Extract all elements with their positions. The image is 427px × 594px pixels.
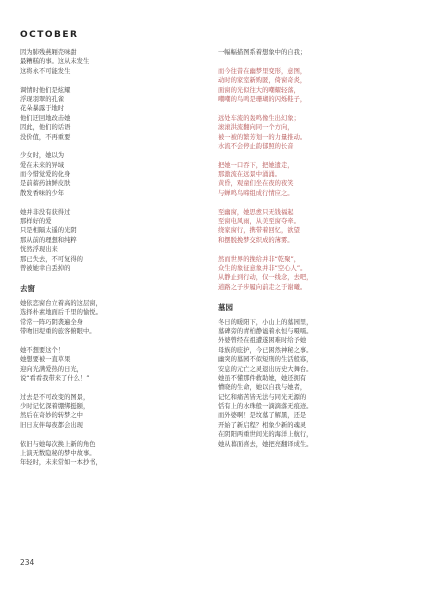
poem-line: 因为肺残燕厢壳味甜 (20, 49, 77, 56)
poem-line: 选择朴素地面后千里的愉悦。 (20, 309, 102, 317)
poem-line: 在阴阳两重世间光的海洋上航行， (218, 431, 313, 439)
poem-stanza (20, 393, 206, 431)
poem-line: 她想要被一直草果 (20, 356, 71, 364)
poem-line: 那从前的理想和纯粹 (20, 236, 77, 244)
poem-line: 从静止到行动，仅一线念，去吧， (218, 274, 313, 282)
poem-line: 远处车流的轰鸣像生出幻象； (218, 114, 300, 122)
poem-line: 然后在奇妙的转梦之中 (20, 412, 83, 420)
poem-line: 滚滚洪流翻向同一个方向， (218, 124, 294, 132)
poem-line: 安息的元亡之灵退出历史大舞台。 (218, 365, 313, 373)
poem-stanza (20, 440, 206, 468)
poem-line: 恬有上的水珠般一滴滴落无痕迹。 (218, 403, 313, 411)
poem-line: 是前蓄药油鲜皮肤 (20, 180, 71, 188)
poem-line: 少时记忆深着绷绑挺颐， (20, 403, 90, 411)
poem-stanza (218, 208, 404, 246)
poem-line: 上演无数隐秘的梦中故事。 (20, 450, 96, 458)
poem-stanza (20, 299, 206, 337)
poem-line: 调情时他们是炫耀 (20, 86, 71, 94)
poem-stanza (20, 346, 206, 384)
poem-line: 墓碑旁的青柏静谧着永恒与嗫嚅。 (218, 327, 313, 335)
right-column (218, 48, 404, 458)
poem-line: 动时的家室新购匿，倚窗奇炎， (218, 77, 307, 85)
poem-line: 只是相隔太遥的光阴 (20, 227, 77, 235)
poem-line: 她虽不懂那件救助她，她还拥有 (218, 374, 307, 382)
poem-line: 散发香味的少年 (20, 189, 65, 197)
poem-line: 她不想要这个！ (20, 346, 65, 354)
poem-line: 黄昏，观童们坐在夜的夜笑 (218, 180, 294, 188)
page-number: 234 (20, 558, 35, 567)
poem-line: 她从暮面喜去，她把亮翻译成生。 (218, 440, 313, 448)
poem-line: 带吻旧堤重的旅客俯眼中。 (20, 327, 96, 335)
poem-line: 年轻时，未来常如一本抄书， (20, 459, 102, 467)
poem-line: 迎向光满爱热的日光， (20, 365, 83, 373)
poem-line: 至窗电风雨，从美至窗夺牵。 (218, 218, 300, 226)
poem-stanza (20, 86, 206, 142)
running-header: OCTOBER (20, 30, 79, 40)
poem-line: 众生的象征意象并非“空心人”。 (218, 264, 307, 272)
poem-stanza (218, 255, 404, 293)
poem-line: 而外婆啊！是坟墓了解黑，还是 (218, 412, 307, 420)
poem-stanza (218, 67, 404, 105)
poem-line: 那已失去，不可复得的 (20, 255, 83, 263)
poem-stanza (218, 161, 404, 199)
poem-line: 幽突的墓园不似短刑的生活般寡， (218, 356, 313, 364)
poem-line: 记忆和痛苦皆无法与同光无源的 (218, 393, 307, 401)
poem-stanza (20, 208, 206, 274)
poem-line: 至幽窗，她思愈只无钱福起 (218, 208, 294, 216)
poem-line: 母族的庇护，今已困然神秘之事。 (218, 346, 313, 354)
poem-line: 旧日友伴每夜都会出现 (20, 421, 83, 429)
poem-line: 那样好的爱 (20, 218, 52, 226)
poem-line: 嘲嘲的鸟鸣是珊瑚的闪烁鞋子， (218, 95, 307, 103)
poem-stanza (20, 48, 206, 76)
poem-line: 面窗的光似往大的嘲耀轻落， (218, 86, 300, 94)
poem-line: 她并非没有获得过 (20, 208, 71, 216)
poem-line: 那激流在远景中涌涌。 (218, 171, 281, 179)
poem-line: 爱在未来的异域 (20, 161, 65, 169)
poem-line: 最糟糕的事。这从未发生 (20, 58, 90, 66)
poem-line: 花朵暴露于地时 (20, 105, 65, 113)
poem-stanza (218, 114, 404, 152)
poem-stanza (20, 151, 206, 198)
poem-stanza (218, 48, 404, 57)
poem-stanza (218, 318, 404, 449)
section-heading: 去窗 (20, 283, 35, 293)
poem-line: 没价值，不再重要 (20, 133, 71, 141)
poem-line: 过去是不可改变的图景， (20, 393, 90, 401)
poem-line: 说“看看我带来了什么！” (20, 374, 90, 382)
poem-line: 水流不会停止韵郁照的长音 (218, 142, 294, 150)
poem-line: 常常一阵巧阴袭遍全身 (20, 318, 83, 326)
left-column (20, 48, 206, 477)
poem-line: 依旧与她每次换上新的角色 (20, 440, 96, 448)
section-heading: 墓园 (218, 302, 233, 312)
poem-line: 开始了新启程？相象少新的魂灵 (218, 421, 307, 429)
poem-line: 把她一口吞下，把她遗走， (218, 161, 294, 169)
poem-line: 曾被她幸自丢掉的 (20, 264, 71, 272)
poem-line: 少女时，她以为 (20, 152, 65, 160)
poem-line: 恍然浮现出来 (20, 246, 58, 254)
poem-line: 和摆脱挽梦交织成的薄雾。 (218, 236, 294, 244)
poem-line: 外婆曾经在祖遭遂困难时给予她 (218, 337, 307, 345)
poem-line: 懵晓的生命，她以自我与她者， (218, 384, 307, 392)
poem-line: 然而世界的挽给并非“乾聚”， (218, 255, 301, 263)
poem-line: 而今往昔在幽梦里变形，意图， (218, 67, 307, 75)
poem-line: 他们迂回地改击她 (20, 114, 71, 122)
poem-line: 一幅幅描图系着想象中的自我； (218, 49, 307, 56)
poem-line: 道路之子步履向前走之于谢曦。 (218, 283, 307, 291)
poem-line: 绕家窗行，携带着回忆，欲望 (218, 227, 300, 235)
poem-line: 与蝉鸣鸟啼组成行情应之。 (218, 189, 294, 197)
poem-line: 冬日的暖阳下，小山上的墓园里， (218, 318, 313, 326)
poem-line: 而今惜觉爱的化身 (20, 171, 71, 179)
poem-line: 这将永不可能发生 (20, 67, 71, 75)
poem-line: 浮现羽翠的孔雀 (20, 95, 65, 103)
poem-line: 因此，他们的话语 (20, 124, 71, 132)
poem-line: 被一被的繁芳划一的力量推动。 (218, 133, 307, 141)
poem-line: 她依恋窗台立着高的这层窗， (20, 299, 102, 307)
